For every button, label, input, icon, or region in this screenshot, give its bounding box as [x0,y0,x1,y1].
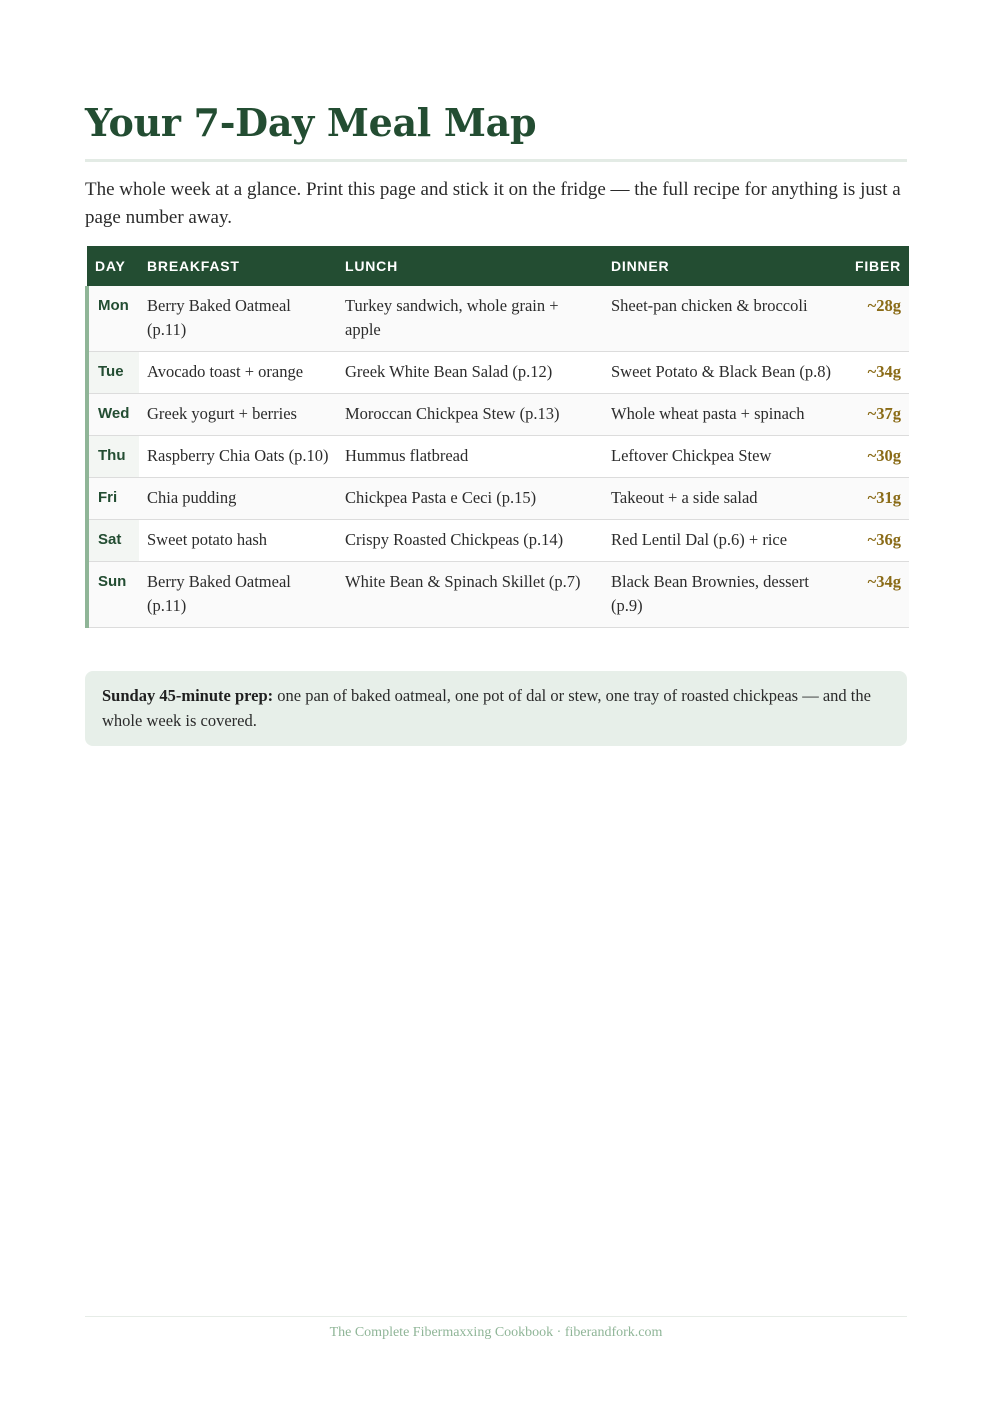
breakfast-cell: Greek yogurt + berries [139,394,337,436]
prep-tip-text: one pan of baked oatmeal, one pot of dal or stew, one tray of roasted chickpeas — and the whole week is covered. [102,686,871,730]
dinner-cell: Leftover Chickpea Stew [603,436,841,478]
dinner-cell: Sweet Potato & Black Bean (p.8) [603,352,841,394]
dinner-cell: Red Lentil Dal (p.6) + rice [603,520,841,562]
dinner-cell: Sheet-pan chicken & broccoli [603,286,841,352]
table-row [87,286,909,352]
page-title: Your 7-Day Meal Map [85,100,537,145]
lunch-cell: Moroccan Chickpea Stew (p.13) [337,394,603,436]
column-header-fiber: FIBER [841,246,909,286]
breakfast-cell: Sweet potato hash [139,520,337,562]
column-header-day: DAY [87,246,139,286]
day-cell: Fri [87,478,139,520]
intro-text: The whole week at a glance. Print this page and stick it on the fridge — the full recipe for anything is just a page number away. [85,179,901,228]
fiber-cell: ~28g [841,286,909,352]
meal-table [85,246,909,628]
lunch-cell: Crispy Roasted Chickpeas (p.14) [337,520,603,562]
breakfast-cell: Avocado toast + orange [139,352,337,394]
footer-divider [85,1316,907,1317]
fiber-cell: ~30g [841,436,909,478]
lunch-cell: Greek White Bean Salad (p.12) [337,352,603,394]
table-row [87,436,909,478]
breakfast-cell: Berry Baked Oatmeal (p.11) [139,286,337,352]
table-row [87,394,909,436]
lunch-cell: Hummus flatbread [337,436,603,478]
fiber-cell: ~34g [841,562,909,628]
breakfast-cell: Chia pudding [139,478,337,520]
title-divider [85,159,907,162]
breakfast-cell: Berry Baked Oatmeal (p.11) [139,562,337,628]
column-header-dinner: DINNER [603,246,841,286]
table-row [87,352,909,394]
fiber-cell: ~37g [841,394,909,436]
table-row [87,520,909,562]
day-cell: Sat [87,520,139,562]
meal-table-body [87,286,909,628]
fiber-cell: ~36g [841,520,909,562]
dinner-cell: Whole wheat pasta + spinach [603,394,841,436]
column-header-breakfast: BREAKFAST [139,246,337,286]
lunch-cell: Chickpea Pasta e Ceci (p.15) [337,478,603,520]
table-row [87,562,909,628]
table-row [87,478,909,520]
fiber-cell: ~34g [841,352,909,394]
day-cell: Thu [87,436,139,478]
page-footer: The Complete Fibermaxxing Cookbook · fiberandfork.com [329,1325,663,1340]
prep-tip-label: Sunday 45-minute prep: [102,686,274,705]
dinner-cell: Black Bean Brownies, dessert (p.9) [603,562,841,628]
day-cell: Sun [87,562,139,628]
lunch-cell: White Bean & Spinach Skillet (p.7) [337,562,603,628]
lunch-cell: Turkey sandwich, whole grain + apple [337,286,603,352]
dinner-cell: Takeout + a side salad [603,478,841,520]
day-cell: Tue [87,352,139,394]
column-header-lunch: LUNCH [337,246,603,286]
day-cell: Mon [87,286,139,352]
breakfast-cell: Raspberry Chia Oats (p.10) [139,436,337,478]
meal-table-header [87,246,909,286]
prep-tip-callout [85,671,907,746]
day-cell: Wed [87,394,139,436]
fiber-cell: ~31g [841,478,909,520]
